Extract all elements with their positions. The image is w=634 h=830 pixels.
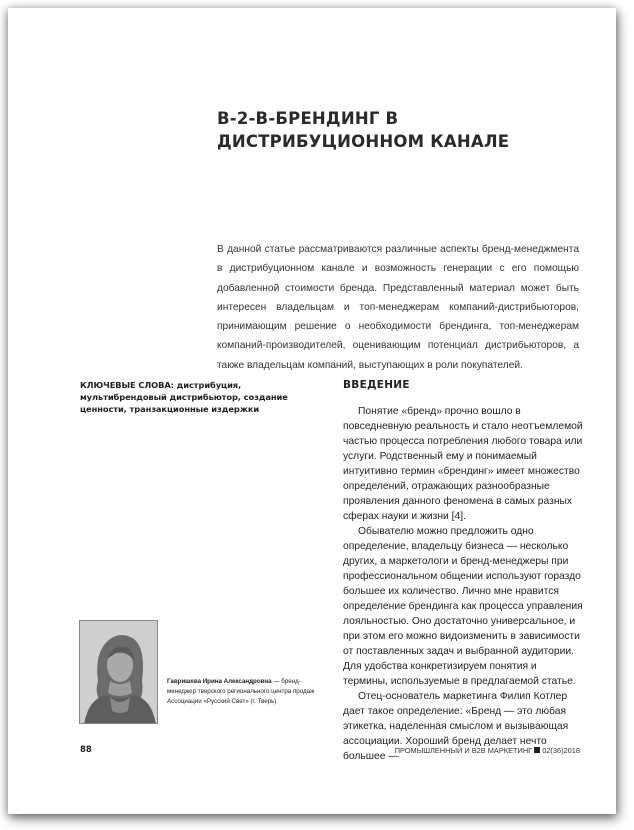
journal-name: ПРОМЫШЛЕННЫЙ И B2B МАРКЕТИНГ: [394, 746, 533, 755]
journal-issue: 02(36)2018: [542, 746, 580, 755]
author-photo: [79, 620, 158, 724]
article-title: В-2-В-БРЕНДИНГ В ДИСТРИБУЦИОННОМ КАНАЛЕ: [217, 109, 510, 151]
square-bullet-icon: [534, 747, 540, 753]
article-body: [343, 404, 583, 764]
article-abstract: В данной статье рассматриваются различные аспекты бренд-менеджмента в дистрибуционном канале и возможность генерации с его помощью добавленной стоимости бренда. Представленный материал может быть интересен владельцам и топ-менеджерам компаний-дистрибьюторов, принимающим решение о необходимости брендинга, топ-менеджерам компаний-производителей, оценивающим потенциал дистрибьюторов, а также владельцам компаний, выступающих в роли покупателей.: [217, 244, 579, 371]
author-caption: [167, 677, 327, 707]
section-heading: ВВЕДЕНИЕ: [343, 379, 410, 391]
author-description: — бренд-менеджер тверского регионального центра продаж Ассоциации «Русский Свет» (г. Тверь): [167, 678, 315, 705]
journal-footer: [395, 746, 580, 755]
body-paragraph: Обывателю можно предложить одно определение, владельцу бизнеса — несколько других, а маркетологи и бренд-менеджеры при профессиональном общении используют гораздо большее их количество. Лично мне нравится определение брендинга как процесса управления лояльностью. Оно достаточно универсальное, и при этом его можно видоизменить в зависимости от поставленных задач и выбранной аудитории. Для удобства конкретизируем понятия и термины, используемые в предлагаемой статье.: [343, 526, 583, 687]
magazine-page: [8, 8, 616, 814]
keywords: КЛЮЧЕВЫЕ СЛОВА: дистрибуция, мультибрендовый дистрибьютор, создание ценности, транзакционные издержки: [80, 380, 288, 415]
portrait-image: [80, 621, 158, 724]
body-paragraph: Понятие «бренд» прочно вошло в повседневную реальность и стало неотъемлемой частью процесса потребления любого товара или услуги. Родственный ему и понимаемый интуитивно термин «брендинг» имеет множество определений, отражающих разнообразные проявления данного феномена в самых разных сферах науки и жизни [4].: [343, 406, 583, 522]
page-number: 88: [80, 745, 92, 755]
body-paragraph: Отец-основатель маркетинга Филип Котлер дает такое определение: «Бренд — это любая этикетка, наделенная смыслом и вызывающая ассоциации. Хороший бренд делает нечто большее —: [343, 691, 569, 762]
author-name: Гавришева Ирина Александровна: [167, 678, 272, 685]
